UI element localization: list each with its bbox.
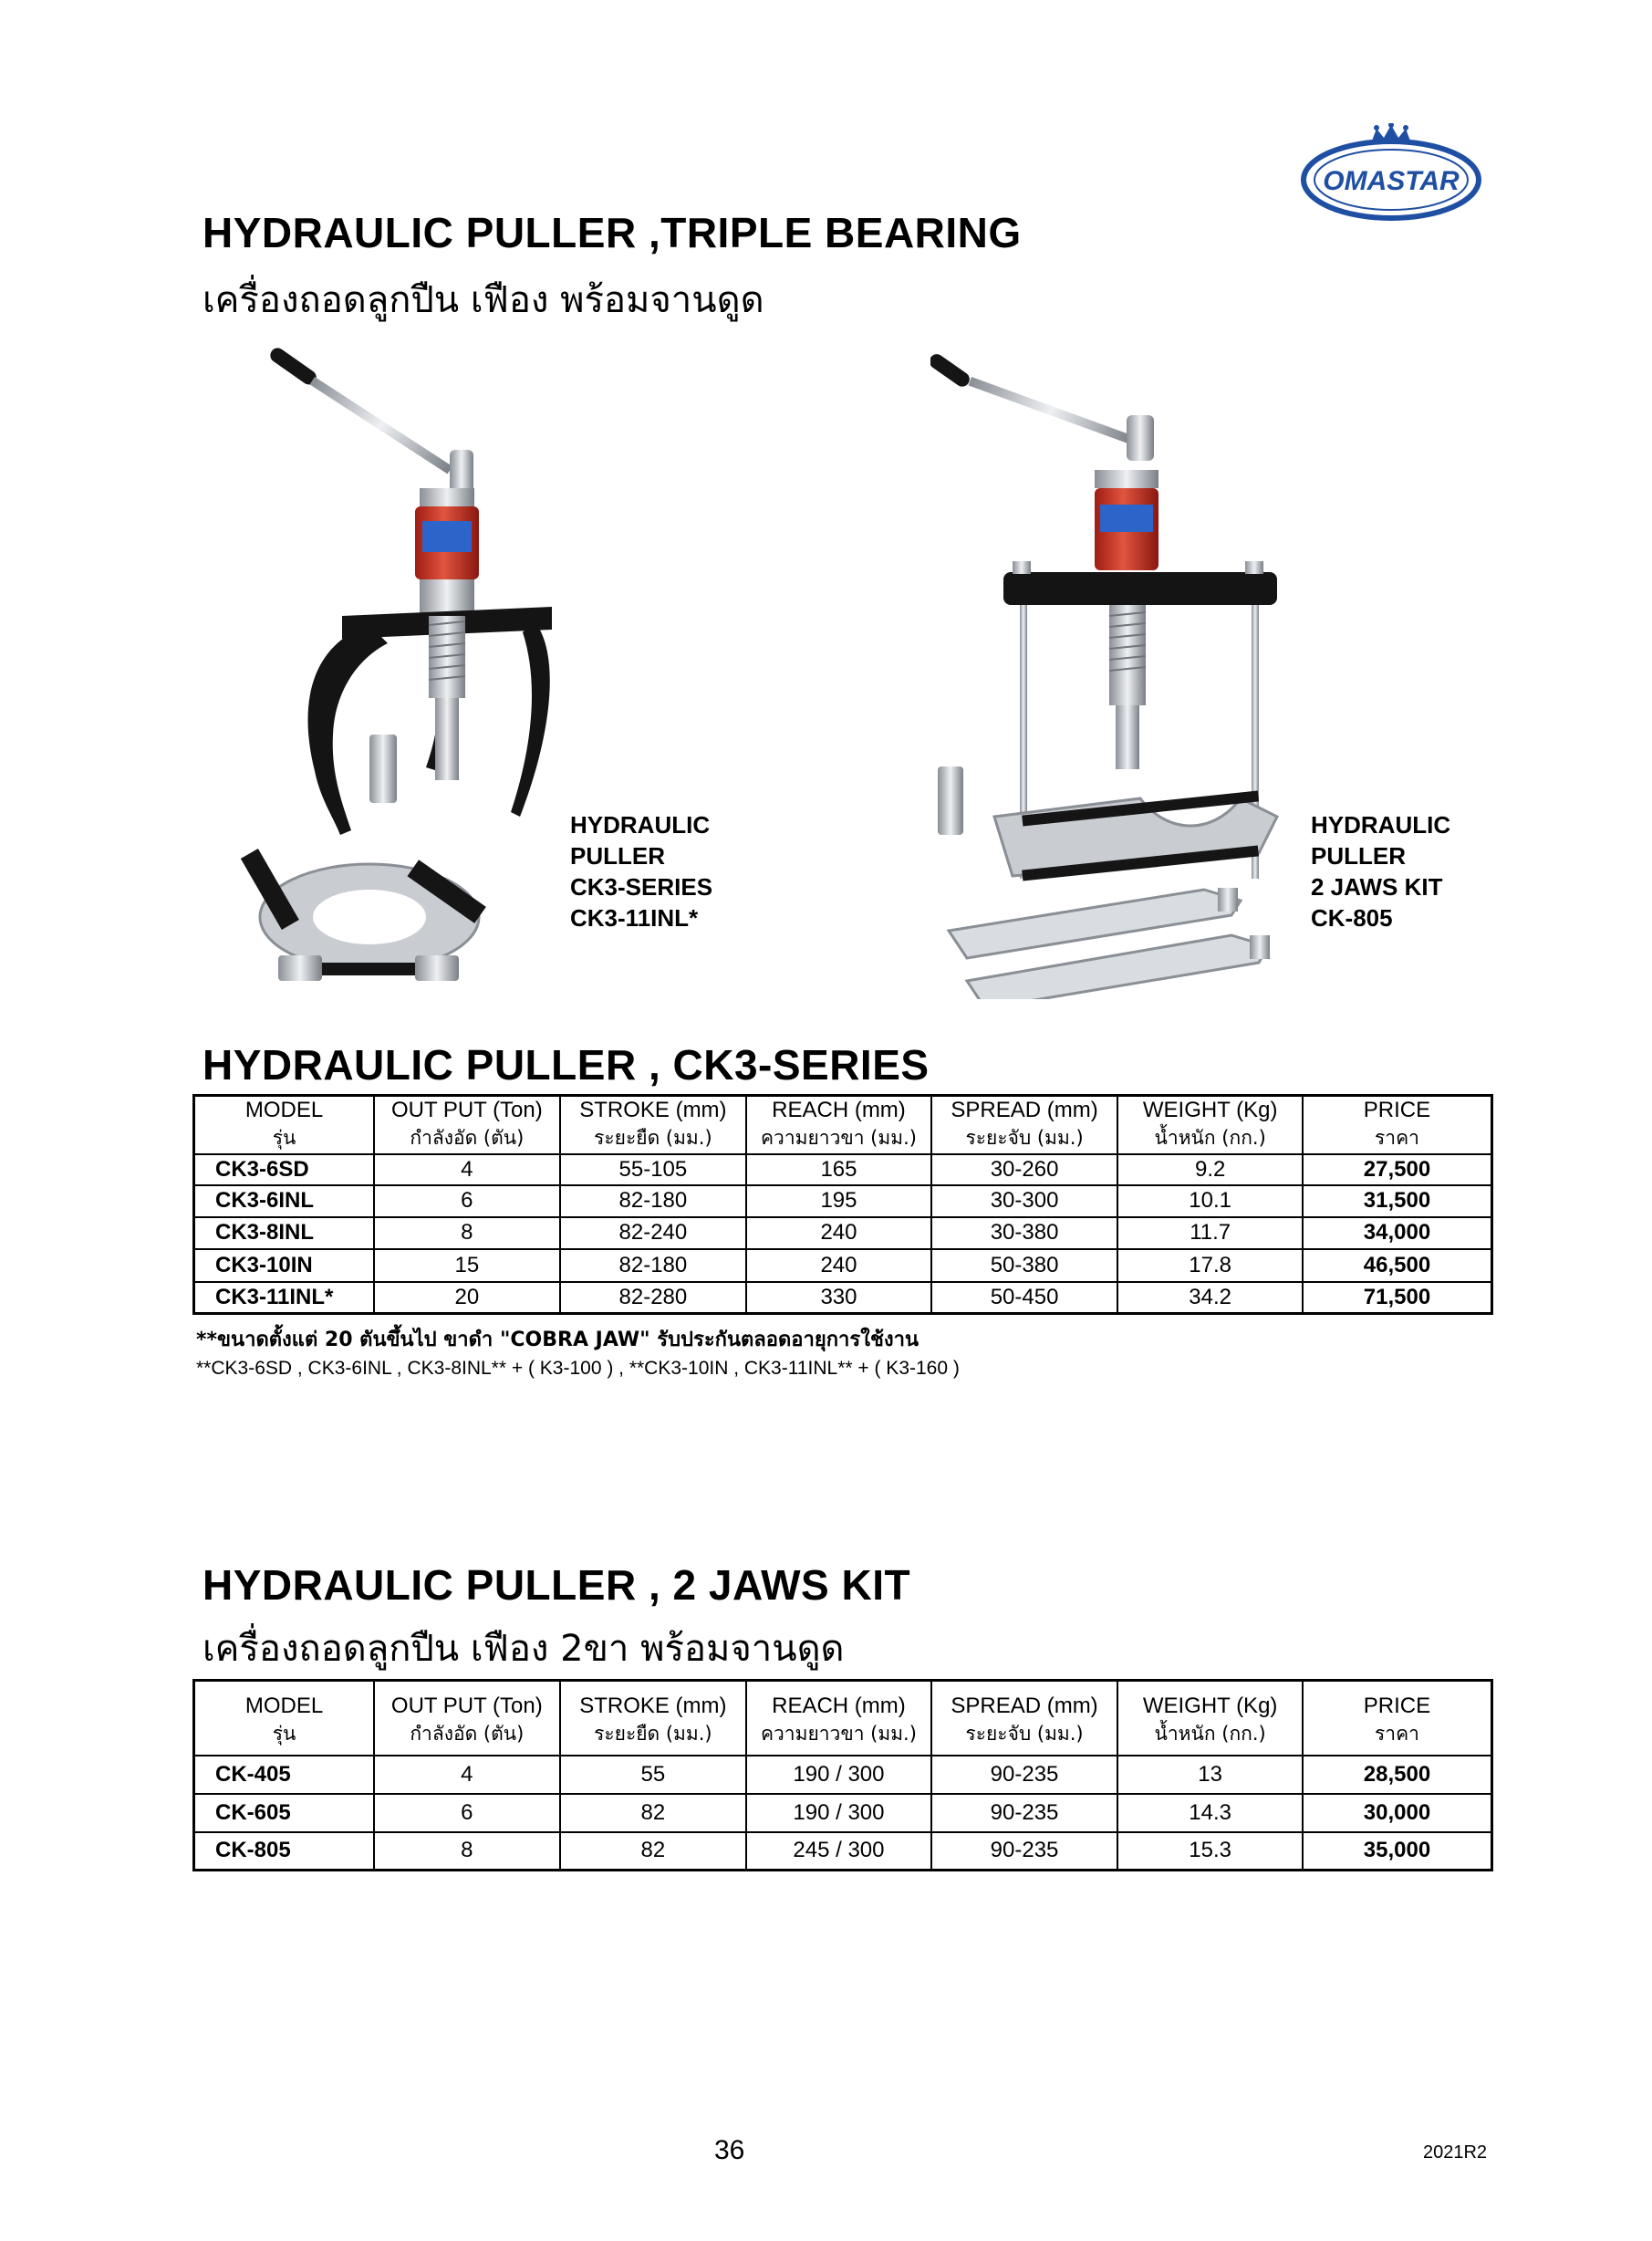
header-weight: WEIGHT (Kg) <box>1117 1681 1303 1719</box>
output-cell: 8 <box>374 1217 559 1249</box>
spread-cell: 50-450 <box>931 1282 1118 1314</box>
caption-line: CK3-SERIES <box>570 873 713 901</box>
stroke-cell: 82 <box>560 1794 747 1832</box>
spread-cell: 30-260 <box>931 1154 1118 1185</box>
model-cell: CK-605 <box>194 1794 375 1832</box>
stroke-cell: 82-280 <box>560 1282 747 1314</box>
header-weight-thai: น้ำหนัก (กก.) <box>1117 1123 1303 1154</box>
caption-line: 2 JAWS KIT <box>1311 873 1443 901</box>
section3-title: HYDRAULIC PULLER , 2 JAWS KIT <box>203 1561 911 1609</box>
table-row <box>194 1217 1492 1249</box>
header-stroke-thai: ระยะยืด (มม.) <box>560 1719 747 1756</box>
header-stroke-thai: ระยะยืด (มม.) <box>560 1123 747 1154</box>
model-cell: CK3-6INL <box>194 1185 375 1217</box>
model-cell: CK3-6SD <box>194 1154 375 1185</box>
caption-line: HYDRAULIC <box>1311 811 1451 839</box>
revision-label: 2021R2 <box>1423 2142 1488 2163</box>
stroke-cell: 55-105 <box>560 1154 747 1185</box>
model-cell: CK3-8INL <box>194 1217 375 1249</box>
reach-cell: 190 / 300 <box>746 1756 931 1794</box>
table-row <box>194 1832 1492 1871</box>
output-cell: 8 <box>374 1832 559 1871</box>
header-output-thai: กำลังอัด (ตัน) <box>374 1123 559 1154</box>
weight-cell: 34.2 <box>1117 1282 1303 1314</box>
price-cell: 31,500 <box>1303 1185 1492 1217</box>
model-cell: CK-805 <box>194 1832 375 1871</box>
warranty-note: **ขนาดตั้งแต่ 20 ตันขึ้นไป ขาดำ "COBRA JAW" รับประกันตลอดอายุการใช้งาน <box>196 1329 920 1351</box>
header-model-thai: รุ่น <box>194 1719 375 1756</box>
svg-text:OMASTAR: OMASTAR <box>1323 166 1460 196</box>
header-model: MODEL <box>194 1681 375 1719</box>
header-weight: WEIGHT (Kg) <box>1117 1096 1303 1123</box>
output-cell: 6 <box>374 1185 559 1217</box>
weight-cell: 11.7 <box>1117 1217 1303 1249</box>
product-caption-ck805 <box>1311 809 1450 933</box>
header-model: MODEL <box>194 1096 375 1123</box>
header-spread-thai: ระยะจับ (มม.) <box>931 1719 1118 1756</box>
model-cell: CK-405 <box>194 1756 375 1794</box>
table-row <box>194 1185 1492 1217</box>
caption-line: HYDRAULIC <box>570 811 711 839</box>
header-output: OUT PUT (Ton) <box>374 1096 559 1123</box>
caption-line: PULLER <box>1311 842 1406 870</box>
reach-cell: 195 <box>746 1185 931 1217</box>
accessory-note: **CK3-6SD , CK3-6INL , CK3-8INL** + ( K3-100 ) , **CK3-10IN , CK3-11INL** + ( K3-160 ) <box>196 1358 960 1379</box>
header-output-thai: กำลังอัด (ตัน) <box>374 1719 559 1756</box>
header-reach-thai: ความยาวขา (มม.) <box>746 1719 931 1756</box>
stroke-cell: 82-180 <box>560 1185 747 1217</box>
model-cell: CK3-11INL* <box>194 1282 375 1314</box>
output-cell: 20 <box>374 1282 559 1314</box>
header-stroke: STROKE (mm) <box>560 1096 747 1123</box>
stroke-cell: 82-180 <box>560 1249 747 1282</box>
price-cell: 46,500 <box>1303 1249 1492 1282</box>
weight-cell: 15.3 <box>1117 1832 1303 1871</box>
stroke-cell: 82-240 <box>560 1217 747 1249</box>
price-cell: 71,500 <box>1303 1282 1492 1314</box>
caption-line: CK-805 <box>1311 904 1393 932</box>
model-cell: CK3-10IN <box>194 1249 375 1282</box>
price-cell: 35,000 <box>1303 1832 1492 1871</box>
spread-cell: 90-235 <box>931 1756 1118 1794</box>
caption-line: CK3-11INL* <box>570 904 699 932</box>
product-caption-ck3 <box>570 809 712 933</box>
caption-line: PULLER <box>570 842 665 870</box>
output-cell: 4 <box>374 1154 559 1185</box>
product-image-triple-jaw-puller <box>233 342 561 999</box>
reach-cell: 240 <box>746 1249 931 1282</box>
header-spread: SPREAD (mm) <box>931 1681 1118 1719</box>
reach-cell: 240 <box>746 1217 931 1249</box>
price-cell: 28,500 <box>1303 1756 1492 1794</box>
price-cell: 34,000 <box>1303 1217 1492 1249</box>
header-reach-thai: ความยาวขา (มม.) <box>746 1123 931 1154</box>
header-output: OUT PUT (Ton) <box>374 1681 559 1719</box>
spread-cell: 30-300 <box>931 1185 1118 1217</box>
header-weight-thai: น้ำหนัก (กก.) <box>1117 1719 1303 1756</box>
2-jaws-kit-table <box>192 1679 1493 1871</box>
reach-cell: 245 / 300 <box>746 1832 931 1871</box>
header-model-thai: รุ่น <box>194 1123 375 1154</box>
header-price-thai: ราคา <box>1303 1719 1492 1756</box>
header-spread-thai: ระยะจับ (มม.) <box>931 1123 1118 1154</box>
reach-cell: 330 <box>746 1282 931 1314</box>
table-row <box>194 1249 1492 1282</box>
section2-title: HYDRAULIC PULLER , CK3-SERIES <box>203 1041 930 1089</box>
table-row <box>194 1756 1492 1794</box>
page-number: 36 <box>714 2135 745 2165</box>
price-cell: 30,000 <box>1303 1794 1492 1832</box>
output-cell: 4 <box>374 1756 559 1794</box>
header-reach: REACH (mm) <box>746 1096 931 1123</box>
table-row <box>194 1794 1492 1832</box>
price-cell: 27,500 <box>1303 1154 1492 1185</box>
table-row <box>194 1282 1492 1314</box>
weight-cell: 9.2 <box>1117 1154 1303 1185</box>
weight-cell: 14.3 <box>1117 1794 1303 1832</box>
stroke-cell: 82 <box>560 1832 747 1871</box>
section1-subtitle: เครื่องถอดลูกปืน เฟือง พร้อมจานดูด <box>203 279 764 321</box>
reach-cell: 190 / 300 <box>746 1794 931 1832</box>
header-price-thai: ราคา <box>1303 1123 1492 1154</box>
output-cell: 6 <box>374 1794 559 1832</box>
reach-cell: 165 <box>746 1154 931 1185</box>
spread-cell: 90-235 <box>931 1794 1118 1832</box>
weight-cell: 13 <box>1117 1756 1303 1794</box>
spread-cell: 50-380 <box>931 1249 1118 1282</box>
section3-subtitle: เครื่องถอดลูกปืน เฟือง 2ขา พร้อมจานดูด <box>203 1628 845 1670</box>
spread-cell: 90-235 <box>931 1832 1118 1871</box>
ck3-series-table <box>192 1094 1493 1315</box>
header-reach: REACH (mm) <box>746 1681 931 1719</box>
output-cell: 15 <box>374 1249 559 1282</box>
product-image-2-jaws-kit <box>930 342 1295 999</box>
brand-logo <box>1300 123 1482 224</box>
spread-cell: 30-380 <box>931 1217 1118 1249</box>
header-spread: SPREAD (mm) <box>931 1096 1118 1123</box>
header-price: PRICE <box>1303 1096 1492 1123</box>
weight-cell: 10.1 <box>1117 1185 1303 1217</box>
stroke-cell: 55 <box>560 1756 747 1794</box>
header-price: PRICE <box>1303 1681 1492 1719</box>
weight-cell: 17.8 <box>1117 1249 1303 1282</box>
section1-title: HYDRAULIC PULLER ,TRIPLE BEARING <box>203 209 1022 256</box>
table-row <box>194 1154 1492 1185</box>
header-stroke: STROKE (mm) <box>560 1681 747 1719</box>
